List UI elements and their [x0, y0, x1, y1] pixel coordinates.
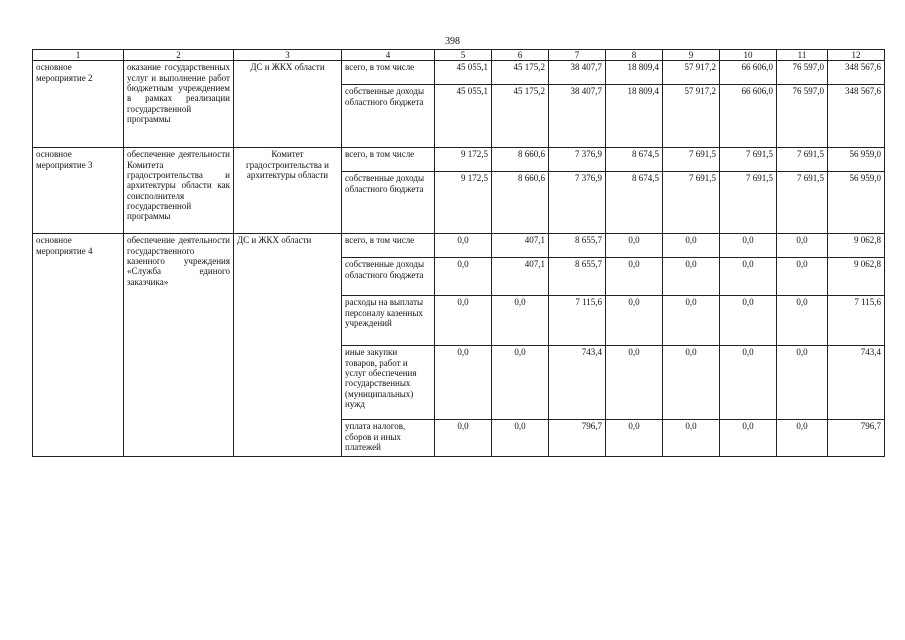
column-header: 4: [342, 50, 435, 61]
value-cell: 0,0: [606, 346, 663, 420]
value-cell: 8 655,7: [549, 234, 606, 258]
value-cell: 9 062,8: [828, 258, 885, 296]
value-cell: 56 959,0: [828, 172, 885, 234]
column-header: 8: [606, 50, 663, 61]
value-cell: 9 062,8: [828, 234, 885, 258]
budget-table: [32, 49, 885, 457]
funding-source-cell: всего, в том числе: [342, 234, 435, 258]
value-cell: 66 606,0: [720, 61, 777, 85]
value-cell: 57 917,2: [663, 61, 720, 85]
funding-source-cell: собственные доходы областного бюджета: [342, 258, 435, 296]
value-cell: 0,0: [435, 234, 492, 258]
value-cell: 743,4: [828, 346, 885, 420]
value-cell: 0,0: [492, 346, 549, 420]
funding-source-cell: всего, в том числе: [342, 148, 435, 172]
funding-source-cell: расходы на выплаты персоналу казенных учреждений: [342, 296, 435, 346]
value-cell: 0,0: [777, 258, 828, 296]
value-cell: 45 055,1: [435, 61, 492, 85]
value-cell: 0,0: [777, 420, 828, 457]
value-cell: 407,1: [492, 258, 549, 296]
column-header: 10: [720, 50, 777, 61]
value-cell: 796,7: [828, 420, 885, 457]
value-cell: 0,0: [435, 420, 492, 457]
value-cell: 0,0: [663, 346, 720, 420]
executor-cell: ДС и ЖКХ области: [234, 234, 342, 457]
value-cell: 0,0: [435, 296, 492, 346]
column-header: 11: [777, 50, 828, 61]
value-cell: 0,0: [720, 420, 777, 457]
measure-type-cell: основное мероприятие 3: [33, 148, 124, 234]
value-cell: 0,0: [720, 296, 777, 346]
page-number: 398: [445, 36, 460, 47]
value-cell: 0,0: [663, 296, 720, 346]
value-cell: 38 407,7: [549, 85, 606, 148]
column-header: 7: [549, 50, 606, 61]
value-cell: 45 175,2: [492, 61, 549, 85]
funding-source-cell: собственные доходы областного бюджета: [342, 172, 435, 234]
value-cell: 8 674,5: [606, 148, 663, 172]
value-cell: 0,0: [777, 234, 828, 258]
value-cell: 7 376,9: [549, 172, 606, 234]
value-cell: 7 691,5: [720, 172, 777, 234]
value-cell: 0,0: [606, 420, 663, 457]
funding-source-cell: собственные доходы областного бюджета: [342, 85, 435, 148]
value-cell: 0,0: [492, 420, 549, 457]
value-cell: 7 691,5: [777, 172, 828, 234]
value-cell: 7 691,5: [663, 148, 720, 172]
value-cell: 0,0: [606, 296, 663, 346]
measure-type-cell: основное мероприятие 4: [33, 234, 124, 457]
value-cell: 45 055,1: [435, 85, 492, 148]
column-header: 3: [234, 50, 342, 61]
value-cell: 407,1: [492, 234, 549, 258]
column-header: 6: [492, 50, 549, 61]
column-header: 5: [435, 50, 492, 61]
value-cell: 18 809,4: [606, 61, 663, 85]
value-cell: 8 660,6: [492, 172, 549, 234]
value-cell: 348 567,6: [828, 85, 885, 148]
value-cell: 7 691,5: [720, 148, 777, 172]
value-cell: 7 691,5: [663, 172, 720, 234]
value-cell: 7 691,5: [777, 148, 828, 172]
table-row: [33, 61, 885, 85]
value-cell: 0,0: [606, 258, 663, 296]
value-cell: 743,4: [549, 346, 606, 420]
measure-description-cell: обеспечение деятельности государственного казенного учреждения «Служба единого заказчика»: [124, 234, 234, 457]
measure-description-cell: обеспечение деятельности Комитета градостроительства и архитектуры области как соисполнителя государственной программы: [124, 148, 234, 234]
value-cell: 45 175,2: [492, 85, 549, 148]
measure-description-cell: оказание государственных услуг и выполнение работ бюджетным учреждением в рамках реализации государственной программы: [124, 61, 234, 148]
value-cell: 18 809,4: [606, 85, 663, 148]
table-row: [33, 148, 885, 172]
value-cell: 57 917,2: [663, 85, 720, 148]
value-cell: 0,0: [663, 258, 720, 296]
table-row: [33, 234, 885, 258]
value-cell: 7 376,9: [549, 148, 606, 172]
value-cell: 0,0: [663, 420, 720, 457]
value-cell: 9 172,5: [435, 148, 492, 172]
executor-cell: Комитет градостроительства и архитектуры области: [234, 148, 342, 234]
value-cell: 0,0: [435, 346, 492, 420]
value-cell: 0,0: [720, 258, 777, 296]
value-cell: 8 660,6: [492, 148, 549, 172]
value-cell: 9 172,5: [435, 172, 492, 234]
header-row: [33, 50, 885, 61]
value-cell: 0,0: [435, 258, 492, 296]
column-header: 2: [124, 50, 234, 61]
value-cell: 38 407,7: [549, 61, 606, 85]
value-cell: 348 567,6: [828, 61, 885, 85]
value-cell: 0,0: [663, 234, 720, 258]
column-header: 1: [33, 50, 124, 61]
value-cell: 76 597,0: [777, 61, 828, 85]
value-cell: 796,7: [549, 420, 606, 457]
value-cell: 8 674,5: [606, 172, 663, 234]
value-cell: 0,0: [720, 346, 777, 420]
value-cell: 66 606,0: [720, 85, 777, 148]
value-cell: 8 655,7: [549, 258, 606, 296]
value-cell: 0,0: [720, 234, 777, 258]
value-cell: 0,0: [777, 346, 828, 420]
value-cell: 0,0: [492, 296, 549, 346]
value-cell: 76 597,0: [777, 85, 828, 148]
value-cell: 0,0: [606, 234, 663, 258]
value-cell: 7 115,6: [549, 296, 606, 346]
funding-source-cell: всего, в том числе: [342, 61, 435, 85]
funding-source-cell: иные закупки товаров, работ и услуг обеспечения государственных (муниципальных) нужд: [342, 346, 435, 420]
executor-cell: ДС и ЖКХ области: [234, 61, 342, 148]
column-header: 9: [663, 50, 720, 61]
funding-source-cell: уплата налогов, сборов и иных платежей: [342, 420, 435, 457]
value-cell: 0,0: [777, 296, 828, 346]
measure-type-cell: основное мероприятие 2: [33, 61, 124, 148]
value-cell: 56 959,0: [828, 148, 885, 172]
column-header: 12: [828, 50, 885, 61]
value-cell: 7 115,6: [828, 296, 885, 346]
